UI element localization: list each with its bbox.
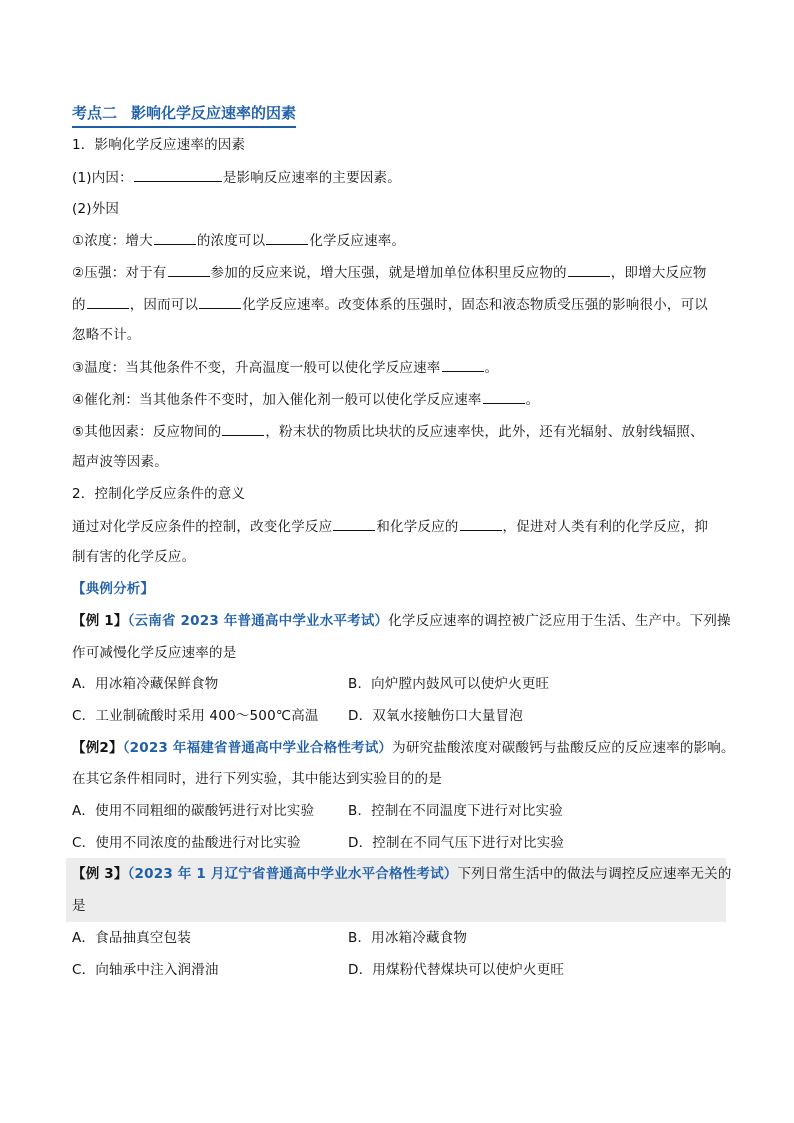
external-cause-label: (2)外因 bbox=[72, 201, 120, 217]
option-d[interactable]: D．用煤粉代替煤块可以使炉火更旺 bbox=[348, 962, 565, 978]
section-title: 考点二 影响化学反应速率的因素 bbox=[72, 102, 296, 128]
option-c[interactable]: C．使用不同浓度的盐酸进行对比实验 bbox=[72, 835, 301, 851]
pressure-item-line2: 的 ，因而可以 化学反应速率。改变体系的压强时，固态和液态物质受压强的影响很小，可以 bbox=[72, 294, 708, 315]
fill-blank[interactable] bbox=[87, 294, 129, 309]
fill-blank[interactable] bbox=[134, 167, 222, 182]
temperature-item: ③温度：当其他条件不变，升高温度一般可以使化学反应速率 。 bbox=[72, 357, 498, 378]
fill-blank[interactable] bbox=[266, 230, 308, 245]
example-2-options-row1 bbox=[72, 801, 724, 821]
pressure-item-line3: 忽略不计。 bbox=[72, 327, 141, 343]
option-a[interactable]: A．食品抽真空包装 bbox=[72, 930, 192, 946]
option-c[interactable]: C．工业制硫酸时采用 400～500℃高温 bbox=[72, 708, 319, 724]
example-1-stem-line2: 作可减慢化学反应速率的是 bbox=[72, 645, 237, 661]
example-3-options-row2 bbox=[72, 960, 724, 980]
concentration-item: ①浓度：增大 的浓度可以 化学反应速率。 bbox=[72, 230, 405, 251]
example-3-stem-line1: 【例 3】（2023 年 1 月辽宁省普通高中学业水平合格性考试）下列日常生活中的做法与调控反应速率无关的 bbox=[72, 866, 732, 882]
heading-2: 2．控制化学反应条件的意义 bbox=[72, 486, 246, 502]
fill-blank[interactable] bbox=[460, 516, 502, 531]
example-3-options-row1 bbox=[72, 928, 724, 948]
fill-blank[interactable] bbox=[333, 516, 375, 531]
fill-blank[interactable] bbox=[199, 294, 241, 309]
option-b[interactable]: B．控制在不同温度下进行对比实验 bbox=[348, 803, 563, 819]
fill-blank[interactable] bbox=[442, 357, 484, 372]
example-3-stem-line2: 是 bbox=[72, 898, 86, 914]
option-d[interactable]: D．控制在不同气压下进行对比实验 bbox=[348, 835, 565, 851]
option-a[interactable]: A．用冰箱冷藏保鲜食物 bbox=[72, 676, 219, 692]
heading-1: 1．影响化学反应速率的因素 bbox=[72, 137, 246, 153]
option-b[interactable]: B．用冰箱冷藏食物 bbox=[348, 930, 468, 946]
option-d[interactable]: D．双氧水接触伤口大量冒泡 bbox=[348, 708, 523, 724]
example-2-options-row2 bbox=[72, 833, 724, 853]
catalyst-item: ④催化剂：当其他条件不变时，加入催化剂一般可以使化学反应速率 。 bbox=[72, 389, 539, 410]
option-c[interactable]: C．向轴承中注入润滑油 bbox=[72, 962, 219, 978]
other-factors-line1: ⑤其他因素：反应物间的 ，粉末状的物质比块状的反应速率快，此外，还有光辐射、放射线辐照、 bbox=[72, 421, 704, 442]
fill-blank[interactable] bbox=[168, 262, 210, 277]
example-1-options-row1 bbox=[72, 674, 724, 694]
example-1-stem-line1: 【例 1】（云南省 2023 年普通高中学业水平考试）化学反应速率的调控被广泛应用于生活、生产中。下列操 bbox=[72, 613, 731, 629]
fill-blank[interactable] bbox=[154, 230, 196, 245]
control-line1: 通过对化学反应条件的控制，改变化学反应 和化学反应的 ，促进对人类有利的化学反应，抑 bbox=[72, 516, 708, 537]
analysis-label: 【典例分析】 bbox=[72, 581, 155, 597]
fill-blank[interactable] bbox=[483, 389, 525, 404]
option-a[interactable]: A．使用不同粗细的碳酸钙进行对比实验 bbox=[72, 803, 315, 819]
example-2-stem-line2: 在其它条件相同时，进行下列实验，其中能达到实验目的的是 bbox=[72, 771, 442, 787]
example-1-options-row2 bbox=[72, 706, 724, 726]
control-line2: 制有害的化学反应。 bbox=[72, 549, 196, 565]
pressure-item-line1: ②压强：对于有 参加的反应来说，增大压强，就是增加单位体积里反应物的 ，即增大反应物 bbox=[72, 262, 707, 283]
other-factors-line2: 超声波等因素。 bbox=[72, 454, 168, 470]
fill-blank[interactable] bbox=[222, 421, 264, 436]
option-b[interactable]: B．向炉膛内鼓风可以使炉火更旺 bbox=[348, 676, 550, 692]
example-2-stem-line1: 【例2】（2023 年福建省普通高中学业合格性考试）为研究盐酸浓度对碳酸钙与盐酸反应的反应速率的影响。 bbox=[72, 740, 735, 756]
internal-cause: (1)内因： 是影响反应速率的主要因素。 bbox=[72, 167, 401, 188]
fill-blank[interactable] bbox=[568, 262, 610, 277]
